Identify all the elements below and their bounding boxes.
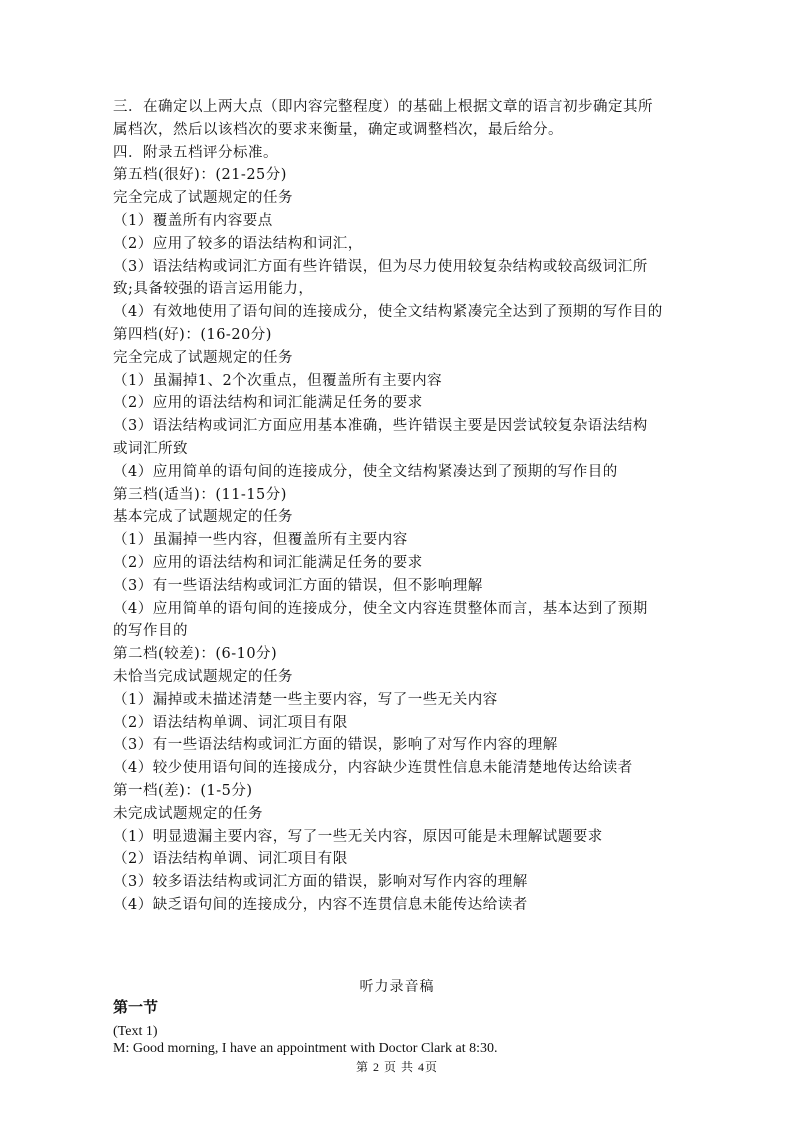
text-line: （2）应用的语法结构和词汇能满足任务的要求 xyxy=(113,395,423,412)
page-footer: 第 2 页 共 4页 xyxy=(355,1060,438,1074)
text-line: 第二档(较差)：(6-10分) xyxy=(113,646,278,663)
text-line: （1）漏掉或未描述清楚一些主要内容，写了一些无关内容 xyxy=(113,691,498,708)
text-line: 三．在确定以上两大点（即内容完整程度）的基础上根据文章的语言初步确定其所 xyxy=(113,99,653,115)
text-line: （3）语法结构或词汇方面有些许错误，但为尽力使用较复杂结构或较高级词汇所 xyxy=(113,258,648,275)
text-line: 第四档(好)：(16-20分) xyxy=(113,326,272,343)
text-line: （1）明显遗漏主要内容，写了一些无关内容，原因可能是未理解试题要求 xyxy=(113,828,603,845)
text-line: （4）应用简单的语句间的连接成分，使全文结构紧凑达到了预期的写作目的 xyxy=(113,463,618,480)
text-line: 或词汇所致 xyxy=(113,440,188,457)
text-line: 未恰当完成试题规定的任务 xyxy=(113,668,293,685)
text-line: 第五档(很好)：(21-25分) xyxy=(113,167,287,184)
text-line: 第一档(差)：(1-5分) xyxy=(113,782,253,799)
text-line: （2）应用了较多的语法结构和词汇， xyxy=(113,235,363,252)
text-line: （3）语法结构或词汇方面应用基本准确，些许错误主要是因尝试较复杂语法结构 xyxy=(113,418,648,435)
text-line: 完全完成了试题规定的任务 xyxy=(113,190,293,207)
text-line: （2）语法结构单调、词汇项目有限 xyxy=(113,714,348,731)
text-line: （3）有一些语法结构或词汇方面的错误，影响了对写作内容的理解 xyxy=(113,737,558,754)
text-line: （2）应用的语法结构和词汇能满足任务的要求 xyxy=(113,554,423,571)
text-line: 四．附录五档评分标准。 xyxy=(113,144,278,161)
text-line: （1）虽漏掉一些内容，但覆盖所有主要内容 xyxy=(113,532,408,549)
text-line: （3）较多语法结构或词汇方面的错误，影响对写作内容的理解 xyxy=(113,874,528,891)
text-line: （4）应用简单的语句间的连接成分，使全文内容连贯整体而言，基本达到了预期 xyxy=(113,600,648,617)
text-line: （4）有效地使用了语句间的连接成分，使全文结构紧凑完全达到了预期的写作目的 xyxy=(113,304,663,321)
text-line: 致;具备较强的语言运用能力， xyxy=(113,281,314,298)
text-line: 基本完成了试题规定的任务 xyxy=(113,509,293,526)
text-line: 的写作目的 xyxy=(113,623,188,640)
text-line: 属档次，然后以该档次的要求来衡量，确定或调整档次，最后给分。 xyxy=(113,121,563,138)
text-label: (Text 1) xyxy=(113,1024,158,1039)
text-line: （1）覆盖所有内容要点 xyxy=(113,212,273,229)
section-heading: 第一节 xyxy=(113,998,159,1016)
listening-script-title: 听力录音稿 xyxy=(359,979,435,995)
dialogue-line: M: Good morning, I have an appointment with Doctor Clark at 8:30. xyxy=(113,1041,498,1056)
text-line: 第三档(适当)：(11-15分) xyxy=(113,486,287,503)
text-line: 完全完成了试题规定的任务 xyxy=(113,349,293,366)
text-line: （4）较少使用语句间的连接成分，内容缺少连贯性信息未能清楚地传达给读者 xyxy=(113,760,633,777)
text-line: （2）语法结构单调、词汇项目有限 xyxy=(113,851,348,868)
scoring-criteria xyxy=(113,96,703,917)
text-line: （1）虽漏掉1、2个次重点，但覆盖所有主要内容 xyxy=(113,372,443,389)
text-line: （3）有一些语法结构或词汇方面的错误，但不影响理解 xyxy=(113,577,483,594)
text-line: 未完成试题规定的任务 xyxy=(113,805,263,822)
text-line: （4）缺乏语句间的连接成分，内容不连贯信息未能传达给读者 xyxy=(113,896,528,913)
